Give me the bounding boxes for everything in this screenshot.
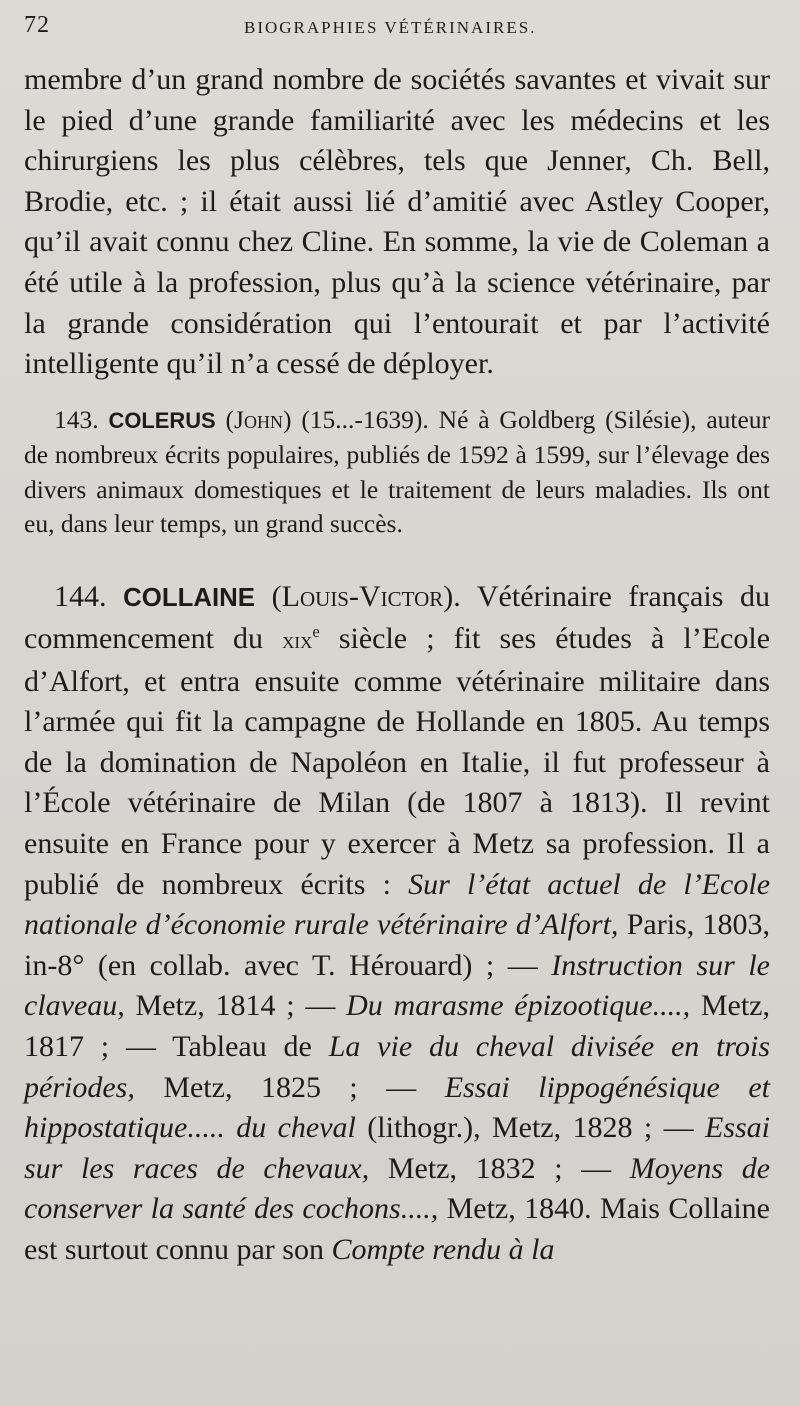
entry-given-name: John (234, 404, 283, 434)
entry-text: Paris, 1803, in-8° (en collab. avec T. Hérouard) ; — (24, 908, 771, 982)
entry-number: 143. (54, 404, 99, 434)
paren-open: ( (271, 580, 282, 614)
page-number: 72 (24, 12, 50, 38)
continued-paragraph: membre d’un grand nombre de sociétés savantes et vivait sur le pied d’une grande familiarité avec les médecins et les chirurgiens les plus célèbres, tels que Jenner, Ch. Bell, Brodie, etc. ; il était aussi lié d’amitié avec Astley Cooper, qu’il avait connu chez Cline. En somme, la vie de Coleman a été utile à la profession, plus qu’à la science vétérinaire, par la grande considération qui l’entourait et par l’activité intelligente qu’il n’a cessé de déployer. (24, 63, 770, 381)
entry-surname: COLLAINE (123, 584, 255, 613)
paren-close: ) (282, 404, 292, 434)
entry-text: Metz, 1817 ; — Tableau de (24, 989, 770, 1063)
page-header (24, 12, 776, 44)
page-body (24, 60, 770, 1270)
century-numeral: xix (282, 627, 313, 654)
entry-text: Metz, 1814 ; — (135, 989, 336, 1023)
running-head: BIOGRAPHIES VÉTÉRINAIRES. (244, 18, 537, 37)
entry-text: (lithogr.), Metz, 1828 ; — (367, 1111, 694, 1145)
work-title: Du marasme épizootique...., (346, 989, 691, 1023)
entry-text: Vétérinaire français du commencement du (24, 580, 771, 655)
entry-144 (24, 577, 770, 1270)
entry-text: Metz, 1840. Mais Collaine est surtout connu par son (24, 1192, 770, 1266)
work-title: Moyens de conserver la santé des cochons...., (24, 1151, 771, 1226)
work-title: La vie du cheval divisée en trois périodes, (24, 1029, 770, 1104)
work-title: Compte rendu à la (331, 1232, 555, 1266)
work-title: Instruction sur le claveau, (24, 948, 770, 1023)
work-title: Sur l’état actuel de l’Ecole nationale d’économie rurale vétérinaire d’Alfort, (24, 867, 771, 942)
entry-surname: COLERUS (108, 407, 216, 433)
entry-given-name: Louis-Victor (281, 580, 444, 614)
work-title: Essai sur les races de chevaux, (24, 1111, 771, 1185)
entry-text: siècle ; fit ses études à l’Ecole d’Alfort, et entra ensuite comme vétérinaire militaire dans l’armée qui fit la campagne de Hollande en 1805. Au temps de la domination de Napoléon en Italie, il fut professeur à l’École vétérinaire de Milan (de 1807 à 1813). Il revint ensuite en France pour y exercer à Metz sa profession. Il a publié de nombreux écrits : (24, 621, 771, 901)
entry-dates: (15...-1639). (301, 404, 429, 434)
paren-open: ( (225, 404, 235, 434)
paren-close: ). (443, 580, 461, 614)
entry-143 (24, 403, 770, 542)
entry-text: Né à Goldberg (Silésie), auteur de nombreux écrits populaires, publiés de 1592 à 1599, sur l’élevage des divers animaux domestiques et le traitement de leurs maladies. Ils ont eu, dans leur temps, un grand succès. (24, 404, 771, 538)
entry-number: 144. (54, 580, 107, 614)
century-superscript: e (312, 621, 320, 641)
entry-text: Metz, 1825 ; — (163, 1070, 417, 1104)
work-title: Essai lippogénésique et hippostatique..... du cheval (24, 1070, 770, 1145)
entry-text: Metz, 1832 ; — (387, 1151, 612, 1185)
